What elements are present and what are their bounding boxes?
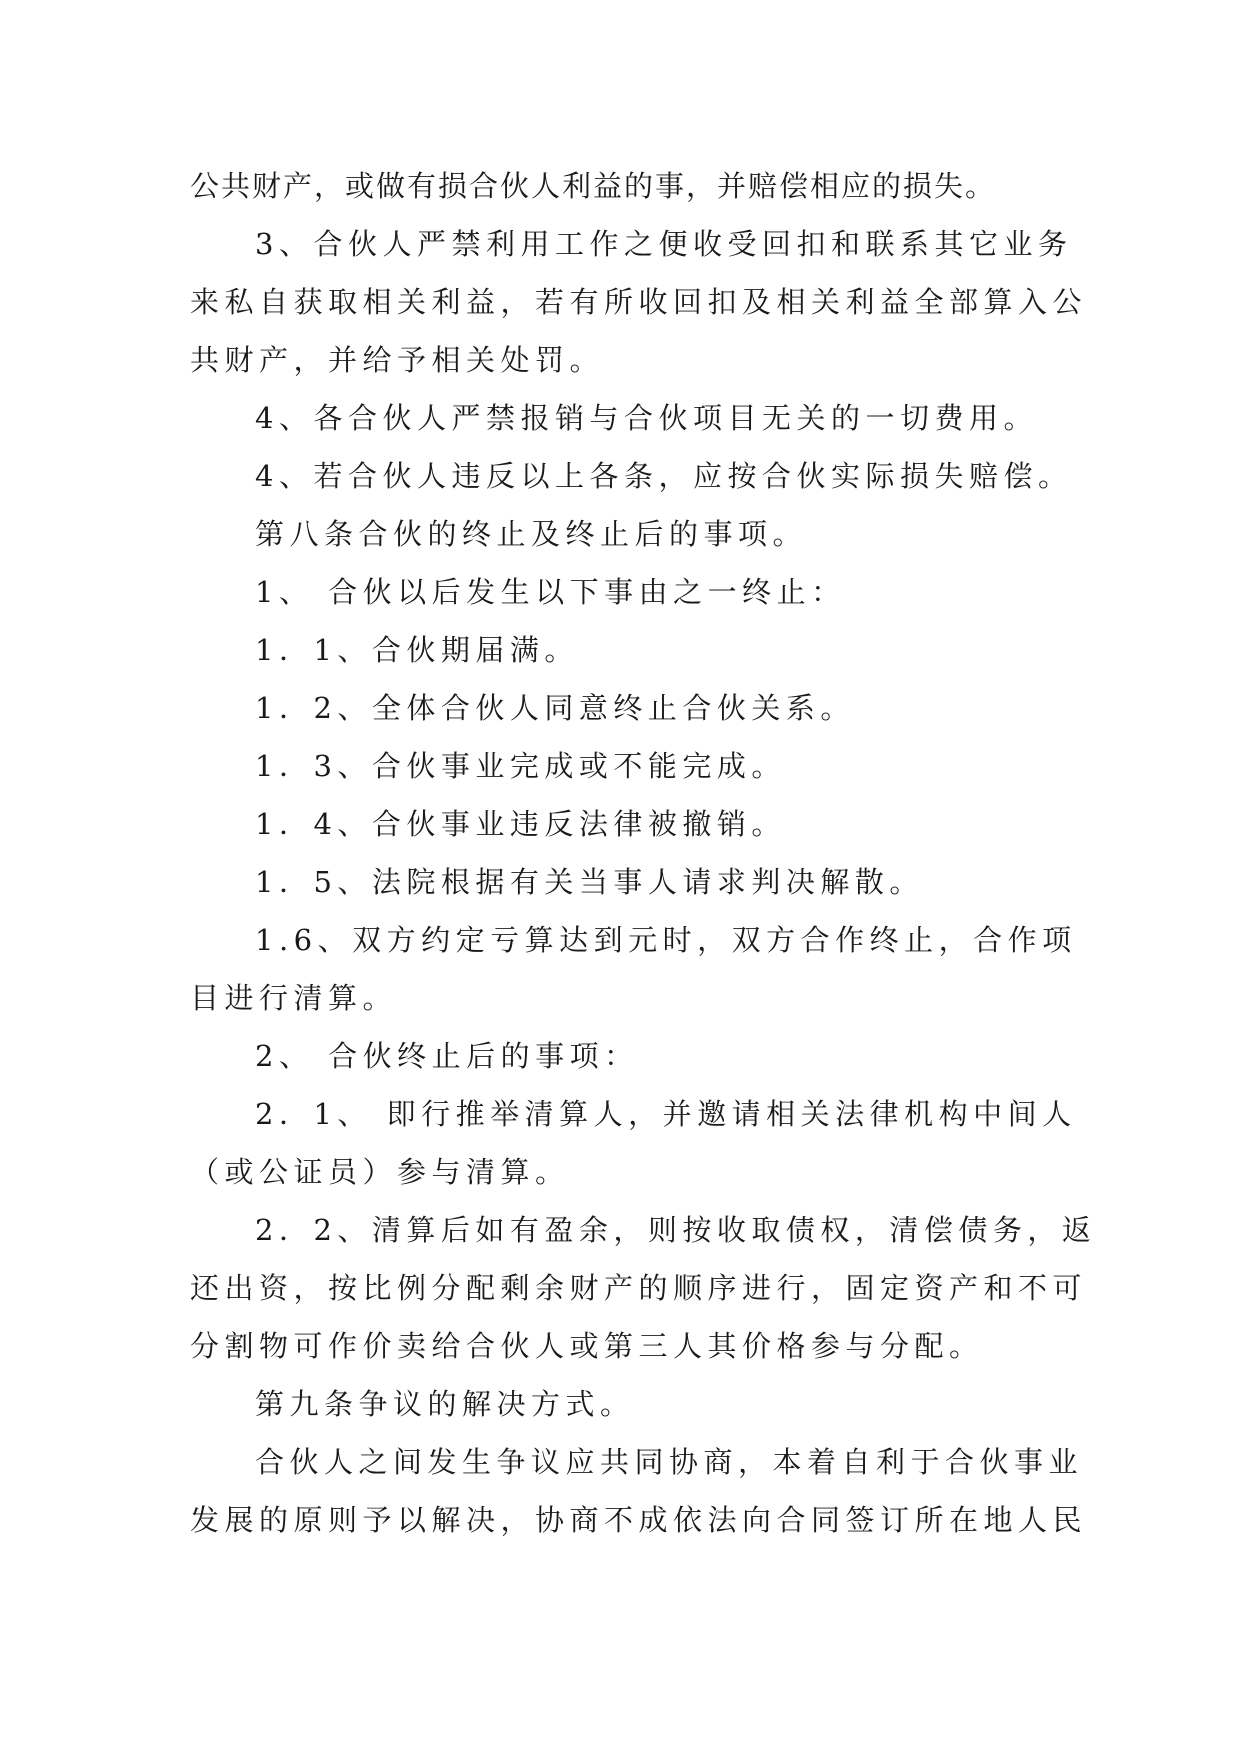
text-line: 3、合伙人严禁利用工作之便收受回扣和联系其它业务 bbox=[255, 227, 1073, 261]
text-line: 2．2、清算后如有盈余，则按收取债权，清偿债务，返 bbox=[255, 1213, 1097, 1247]
text-line: 合伙人之间发生争议应共同协商，本着自利于合伙事业 bbox=[255, 1445, 1084, 1479]
text-line: 目进行清算。 bbox=[190, 981, 398, 1015]
text-line: 共财产，并给予相关处罚。 bbox=[190, 343, 605, 377]
text-line: 公共财产，或做有损合伙人利益的事，并赔偿相应的损失。 bbox=[190, 169, 997, 203]
text-line: 发展的原则予以解决，协商不成依法向合同签订所在地人民 bbox=[190, 1503, 1088, 1537]
text-line: （或公证员）参与清算。 bbox=[190, 1155, 570, 1189]
text-line: 还出资，按比例分配剩余财产的顺序进行，固定资产和不可 bbox=[190, 1271, 1088, 1305]
text-line: 分割物可作价卖给合伙人或第三人其价格参与分配。 bbox=[190, 1329, 984, 1363]
text-line: 4、各合伙人严禁报销与合伙项目无关的一切费用。 bbox=[255, 401, 1038, 435]
text-line: 1、 合伙以后发生以下事由之一终止： bbox=[255, 575, 846, 609]
text-line: 1．4、合伙事业违反法律被撤销。 bbox=[255, 807, 786, 841]
text-line: 2、 合伙终止后的事项： bbox=[255, 1039, 639, 1073]
text-line: 1．2、全体合伙人同意终止合伙关系。 bbox=[255, 691, 855, 725]
text-line: 1．1、合伙期届满。 bbox=[255, 633, 579, 667]
text-line: 来私自获取相关利益，若有所收回扣及相关利益全部算入公 bbox=[190, 285, 1088, 319]
text-line: 2．1、 即行推举清算人，并邀请相关法律机构中间人 bbox=[255, 1097, 1077, 1131]
section-heading: 第九条争议的解决方式。 bbox=[255, 1387, 635, 1421]
section-heading: 第八条合伙的终止及终止后的事项。 bbox=[255, 517, 808, 551]
text-line: 4、若合伙人违反以上各条，应按合伙实际损失赔偿。 bbox=[255, 459, 1073, 493]
text-line: 1．5、法院根据有关当事人请求判决解散。 bbox=[255, 865, 924, 899]
text-line: 1．3、合伙事业完成或不能完成。 bbox=[255, 749, 786, 783]
text-line: 1.6、双方约定亏算达到元时，双方合作终止，合作项 bbox=[255, 923, 1077, 957]
